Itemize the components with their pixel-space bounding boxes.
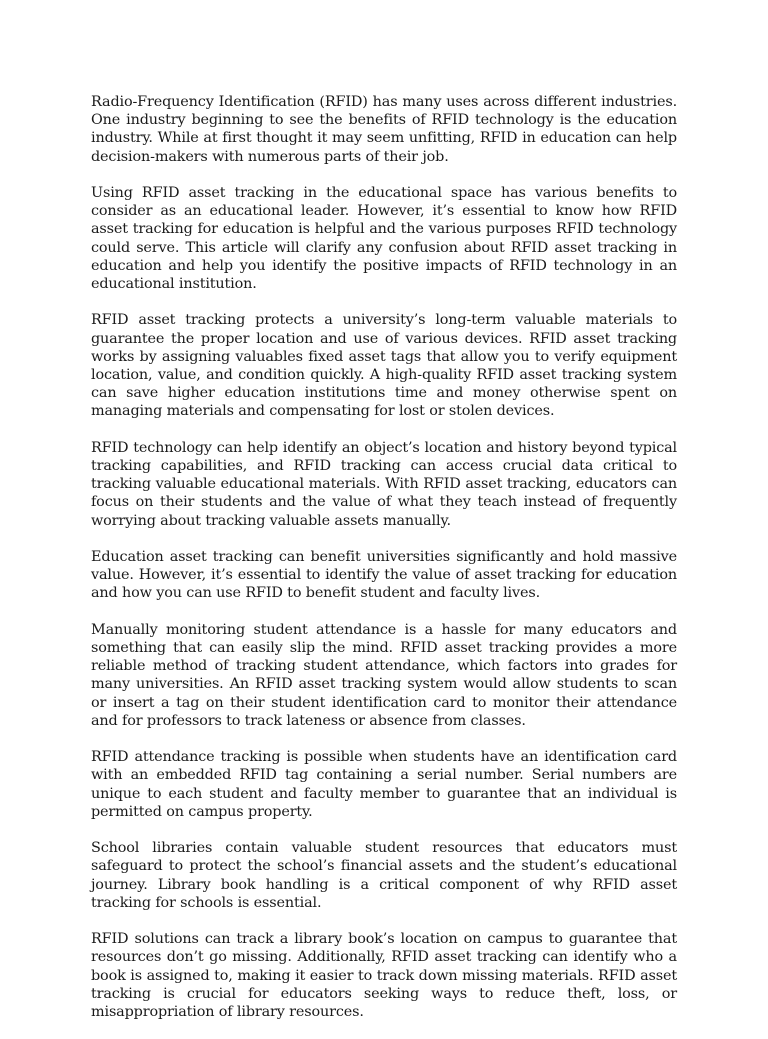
paragraph-school-libraries: School libraries contain valuable student resources that educators must safeguard to protect the school’s financial assets and the student’s educational journey. Library book handling is a critical component of why RFID asset tracking for schools is essential. [91,840,677,911]
paragraph-educational-benefits: Using RFID asset tracking in the educational space has various benefits to consider as an educational leader. However, it’s essential to know how RFID asset tracking for education is helpful and the various purposes RFID technology could serve. This article will clarify any confusion about RFID asset tracking in education and help you identify the positive impacts of RFID technology in an educational institution. [91,185,677,293]
paragraph-location-history: RFID technology can help identify an object’s location and history beyond typical tracking capabilities, and RFID tracking can access crucial data critical to tracking valuable educational materials. With RFID asset tracking, educators can focus on their students and the value of what they teach instead of frequently worrying about tracking valuable assets manually. [91,439,677,529]
paragraph-rfid-intro: Radio-Frequency Identification (RFID) has many uses across different industries. One industry beginning to see the benefits of RFID technology is the education industry. While at first thought it may seem unfitting, RFID in education can help decision-makers with numerous parts of their job. [91,94,677,165]
paragraph-asset-protection: RFID asset tracking protects a university’s long-term valuable materials to guarantee the proper location and use of various devices. RFID asset tracking works by assigning valuables fixed asset tags that allow you to verify equipment location, value, and condition quickly. A high-quality RFID asset tracking system can save higher education institutions time and money otherwise spent on managing materials and compensating for lost or stolen devices. [91,312,677,420]
paragraph-library-book-tracking: RFID solutions can track a library book’s location on campus to guarantee that resources don’t go missing. Additionally, RFID asset tracking can identify who a book is assigned to, making it easier to track down missing materials. RFID asset tracking is crucial for educators seeking ways to reduce theft, loss, or misappropriation of library resources. [91,931,677,1021]
paragraph-attendance-monitoring: Manually monitoring student attendance is a hassle for many educators and something that can easily slip the mind. RFID asset tracking provides a more reliable method of tracking student attendance, which factors into grades for many universities. An RFID asset tracking system would allow students to scan or insert a tag on their student identification card to monitor their attendance and for professors to track lateness or absence from classes. [91,621,677,729]
document-page [91,93,677,1039]
paragraph-education-value: Education asset tracking can benefit universities significantly and hold massive value. However, it’s essential to identify the value of asset tracking for education and how you can use RFID to benefit student and faculty lives. [91,549,677,602]
paragraph-attendance-tracking: RFID attendance tracking is possible when students have an identification card with an embedded RFID tag containing a serial number. Serial numbers are unique to each student and faculty member to guarantee that an individual is permitted on campus property. [91,749,677,820]
